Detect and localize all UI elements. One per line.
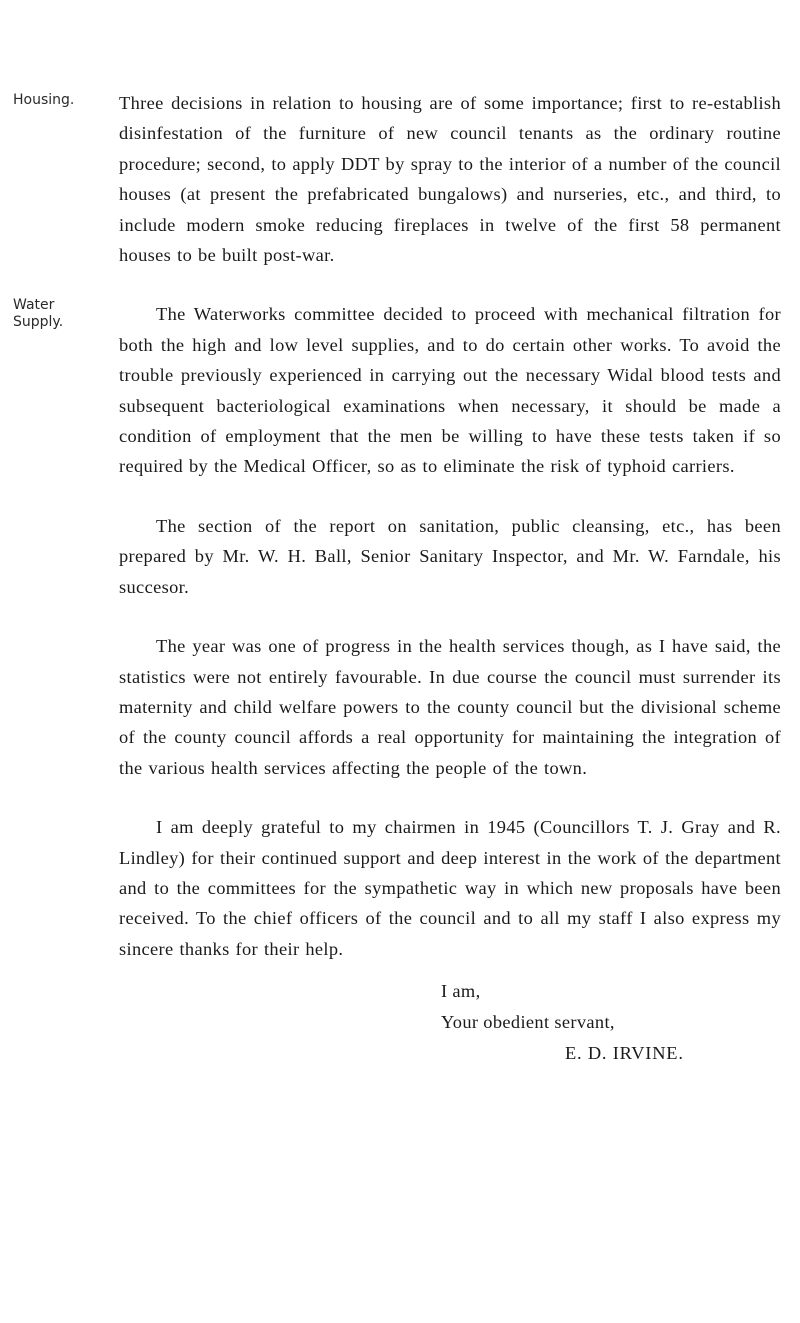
signoff-closing: Your obedient servant,	[441, 1012, 615, 1032]
signoff-salutation: I am,	[441, 981, 481, 1001]
margin-note-water-supply: Water Supply.	[13, 297, 64, 330]
paragraph-housing: Three decisions in relation to housing are of some importance; first to re-establish disinfestation of the furniture of new council tenants as the ordinary routine procedure; second, to apply DDT by spray to the interior of a number of the council houses (at present the prefabricated bungalows) and nurseries, etc., and third, to include modern smoke reducing fireplaces in twelve of the first 58 permanent houses to be built post-war.	[119, 93, 781, 266]
paragraph-health-services: The year was one of progress in the health services though, as I have said, the statistics were not entirely favourable. In due course the council must surrender its maternity and child welfare powers to the county council but the divisional scheme of the county council affords a real opportunity for maintaining the integration of the various health services affecting the people of the town.	[119, 636, 781, 778]
margin-note-housing: Housing.	[13, 92, 75, 108]
paragraph-sanitation: The section of the report on sanitation, public cleansing, etc., has been prepared by Mr. W. H. Ball, Senior Sanitary Inspector, and Mr. W. Farndale, his succesor.	[119, 515, 781, 597]
signoff-name: E. D. IRVINE.	[565, 1043, 684, 1063]
paragraph-water-supply: The Waterworks committee decided to proceed with mechanical filtration for both the high and low level supplies, and to do certain other works. To avoid the trouble previously experienced in carrying out the necessary Widal blood tests and subsequent bacteriological examinations when necessary, it should be made a condition of employment that the men be willing to have these tests taken if so required by the Medical Officer, so as to eliminate the risk of typhoid carriers.	[119, 304, 781, 477]
body-text	[119, 88, 781, 964]
paragraph-acknowledgements: I am deeply grateful to my chairmen in 1945 (Councillors T. J. Gray and R. Lindley) for their continued support and deep interest in the work of the department and to the committees for the sympathetic way in which new proposals have been received. To the chief officers of the council and to all my staff I also express my sincere thanks for their help.	[119, 817, 781, 959]
